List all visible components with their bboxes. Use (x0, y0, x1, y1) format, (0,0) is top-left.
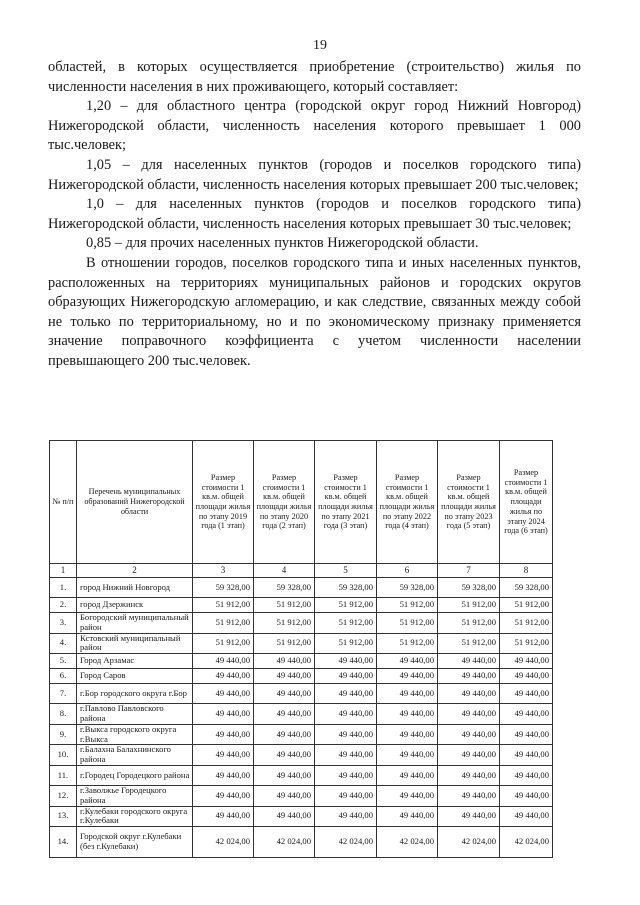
cost-value: 51 912,00 (500, 613, 553, 634)
cost-value: 49 440,00 (438, 765, 500, 785)
municipality-name: г.Городец Городецкого района (77, 765, 193, 785)
cost-value: 49 440,00 (254, 785, 315, 806)
table-row (50, 684, 553, 704)
cost-value: 49 440,00 (315, 669, 377, 684)
cost-value: 49 440,00 (193, 785, 254, 806)
page-number: 19 (313, 38, 327, 53)
cost-value: 42 024,00 (254, 827, 315, 858)
table-row (50, 613, 553, 634)
cost-value: 49 440,00 (193, 806, 254, 827)
cost-value: 51 912,00 (193, 633, 254, 654)
header-cell-2022: Размер стоимости 1 кв.м. общей площади жилья по этапу 2022 года (4 этап) (377, 441, 438, 564)
cost-value: 49 440,00 (254, 724, 315, 745)
cost-value: 49 440,00 (193, 745, 254, 766)
cost-value: 59 328,00 (315, 578, 377, 598)
cost-value: 42 024,00 (193, 827, 254, 858)
column-number: 7 (438, 564, 500, 578)
table-header-row (50, 441, 553, 564)
paragraph: 0,85 – для прочих населенных пунктов Нижегородской области. (86, 235, 479, 252)
cost-value: 49 440,00 (315, 654, 377, 669)
municipality-name: г.Выкса городского округа г.Выкса (77, 724, 193, 745)
cost-value: 49 440,00 (315, 806, 377, 827)
row-number: 7. (50, 684, 77, 704)
cost-value: 51 912,00 (254, 598, 315, 613)
paragraph: В отношении городов, поселков городского типа и иных населенных пунктов, расположенных на территориях муниципальных районов и городских округов образующих Нижегородскую агломерацию, и как следствие, связанных между собой не только по территориальному, но и по экономическому признаку применяется значение поправочного коэффициента с учетом численности населении превышающего 200 тыс.человек. (48, 254, 581, 369)
body-text (48, 58, 581, 372)
table-row (50, 724, 553, 745)
cost-value: 49 440,00 (377, 654, 438, 669)
cost-value: 51 912,00 (377, 598, 438, 613)
cost-value: 59 328,00 (193, 578, 254, 598)
cost-value: 49 440,00 (377, 724, 438, 745)
cost-value: 49 440,00 (500, 785, 553, 806)
row-number: 1. (50, 578, 77, 598)
municipality-name: Богородский муниципальный район (77, 613, 193, 634)
cost-value: 49 440,00 (500, 745, 553, 766)
municipality-name: г.Балахна Балахнинского района (77, 745, 193, 766)
cost-value: 49 440,00 (315, 704, 377, 725)
cost-value: 49 440,00 (254, 704, 315, 725)
cost-value: 51 912,00 (438, 633, 500, 654)
header-cell-2020: Размер стоимости 1 кв.м. общей площади жилья по этапу 2020 года (2 этап) (254, 441, 315, 564)
table-row (50, 745, 553, 766)
cost-value: 49 440,00 (193, 684, 254, 704)
header-cell-2021: Размер стоимости 1 кв.м. общей площади жилья по этапу 2021 года (3 этап) (315, 441, 377, 564)
cost-value: 51 912,00 (377, 613, 438, 634)
municipality-name: город Дзержинск (77, 598, 193, 613)
row-number: 8. (50, 704, 77, 725)
cost-value: 49 440,00 (193, 704, 254, 725)
cost-value: 51 912,00 (438, 613, 500, 634)
cost-value: 49 440,00 (315, 724, 377, 745)
table-row (50, 806, 553, 827)
cost-value: 49 440,00 (500, 724, 553, 745)
municipality-name: Городской округ г.Кулебаки (без г.Кулебаки) (77, 827, 193, 858)
paragraph: 1,0 – для населенных пунктов (городов и поселков городского типа) Нижегородской области, численность населения которых превышает 30 тыс.человек; (48, 196, 581, 232)
cost-value: 51 912,00 (193, 598, 254, 613)
row-number: 10. (50, 745, 77, 766)
cost-value: 49 440,00 (500, 654, 553, 669)
table-row (50, 765, 553, 785)
cost-value: 49 440,00 (254, 654, 315, 669)
cost-value: 59 328,00 (438, 578, 500, 598)
column-number: 2 (77, 564, 193, 578)
column-number: 3 (193, 564, 254, 578)
table-row (50, 704, 553, 725)
cost-value: 49 440,00 (377, 806, 438, 827)
cost-value: 49 440,00 (377, 669, 438, 684)
cost-value: 49 440,00 (377, 704, 438, 725)
table-row (50, 578, 553, 598)
row-number: 14. (50, 827, 77, 858)
cost-value: 49 440,00 (254, 745, 315, 766)
row-number: 2. (50, 598, 77, 613)
municipality-name: г.Павлово Павловского района (77, 704, 193, 725)
column-number: 8 (500, 564, 553, 578)
cost-value: 59 328,00 (500, 578, 553, 598)
cost-value: 49 440,00 (500, 806, 553, 827)
cost-value: 49 440,00 (500, 704, 553, 725)
paragraph: 1,20 – для областного центра (городской округ город Нижний Новгород) Нижегородской области, численность населения которого превышает 1 000 тыс.человек; (48, 98, 581, 154)
cost-value: 49 440,00 (438, 745, 500, 766)
cost-value: 49 440,00 (193, 724, 254, 745)
header-cell-2024: Размер стоимости 1 кв.м. общей площади жилья по этапу 2024 года (6 этап) (500, 441, 553, 564)
cost-value: 51 912,00 (315, 613, 377, 634)
cost-value: 49 440,00 (254, 765, 315, 785)
cost-value: 51 912,00 (500, 598, 553, 613)
cost-value: 49 440,00 (377, 785, 438, 806)
paragraph: областей, в которых осуществляется приобретение (строительство) жилья по численности населения в них проживающего, который составляет: (48, 59, 581, 95)
column-number: 6 (377, 564, 438, 578)
cost-value: 49 440,00 (315, 765, 377, 785)
cost-value: 49 440,00 (193, 669, 254, 684)
row-number: 13. (50, 806, 77, 827)
cost-value: 49 440,00 (500, 684, 553, 704)
row-number: 4. (50, 633, 77, 654)
cost-value: 49 440,00 (438, 669, 500, 684)
cost-value: 49 440,00 (500, 669, 553, 684)
cost-value: 49 440,00 (438, 724, 500, 745)
cost-value: 59 328,00 (254, 578, 315, 598)
row-number: 9. (50, 724, 77, 745)
row-number: 5. (50, 654, 77, 669)
column-number: 4 (254, 564, 315, 578)
cost-value: 51 912,00 (193, 613, 254, 634)
row-number: 11. (50, 765, 77, 785)
column-number-row (50, 564, 553, 578)
table-row (50, 785, 553, 806)
cost-value: 49 440,00 (254, 806, 315, 827)
cost-table (49, 440, 553, 858)
municipality-name: Город Саров (77, 669, 193, 684)
cost-value: 51 912,00 (254, 633, 315, 654)
cost-value: 51 912,00 (254, 613, 315, 634)
table-row (50, 654, 553, 669)
cost-value: 49 440,00 (438, 806, 500, 827)
cost-value: 51 912,00 (315, 598, 377, 613)
cost-value: 49 440,00 (193, 765, 254, 785)
cost-value: 42 024,00 (500, 827, 553, 858)
cost-value: 49 440,00 (254, 684, 315, 704)
municipality-name: город Нижний Новгород (77, 578, 193, 598)
municipality-name: г.Заволжье Городецкого района (77, 785, 193, 806)
municipality-name: г.Бор городского округа г.Бор (77, 684, 193, 704)
table-row (50, 669, 553, 684)
row-number: 6. (50, 669, 77, 684)
cost-value: 51 912,00 (438, 598, 500, 613)
column-number: 1 (50, 564, 77, 578)
cost-value: 49 440,00 (500, 765, 553, 785)
table-row (50, 598, 553, 613)
municipality-name: Кстовский муниципальный район (77, 633, 193, 654)
cost-value: 49 440,00 (438, 684, 500, 704)
cost-value: 49 440,00 (377, 765, 438, 785)
cost-value: 51 912,00 (500, 633, 553, 654)
cost-value: 42 024,00 (377, 827, 438, 858)
header-cell-number: № п/п (50, 441, 77, 564)
cost-value: 49 440,00 (193, 654, 254, 669)
municipality-name: Город Арзамас (77, 654, 193, 669)
cost-value: 49 440,00 (438, 785, 500, 806)
cost-value: 49 440,00 (377, 684, 438, 704)
header-cell-2023: Размер стоимости 1 кв.м. общей площади жилья по этапу 2023 года (5 этап) (438, 441, 500, 564)
cost-value: 59 328,00 (377, 578, 438, 598)
cost-value: 49 440,00 (377, 745, 438, 766)
cost-value: 49 440,00 (438, 704, 500, 725)
cost-value: 51 912,00 (377, 633, 438, 654)
cost-value: 51 912,00 (315, 633, 377, 654)
cost-value: 49 440,00 (315, 745, 377, 766)
column-number: 5 (315, 564, 377, 578)
cost-value: 42 024,00 (315, 827, 377, 858)
cost-value: 49 440,00 (438, 654, 500, 669)
paragraph: 1,05 – для населенных пунктов (городов и поселков городского типа) Нижегородской области, численность населения которых превышает 200 тыс.человек; (48, 156, 581, 193)
municipality-name: г.Кулебаки городского округа г.Кулебаки (77, 806, 193, 827)
cost-value: 42 024,00 (438, 827, 500, 858)
table-row (50, 827, 553, 858)
header-cell-municipality: Перечень муниципальных образований Нижегородской области (77, 441, 193, 564)
row-number: 12. (50, 785, 77, 806)
row-number: 3. (50, 613, 77, 634)
header-cell-2019: Размер стоимости 1 кв.м. общей площади жилья по этапу 2019 года (1 этап) (193, 441, 254, 564)
cost-value: 49 440,00 (315, 785, 377, 806)
cost-value: 49 440,00 (315, 684, 377, 704)
cost-value: 49 440,00 (254, 669, 315, 684)
table-row (50, 633, 553, 654)
